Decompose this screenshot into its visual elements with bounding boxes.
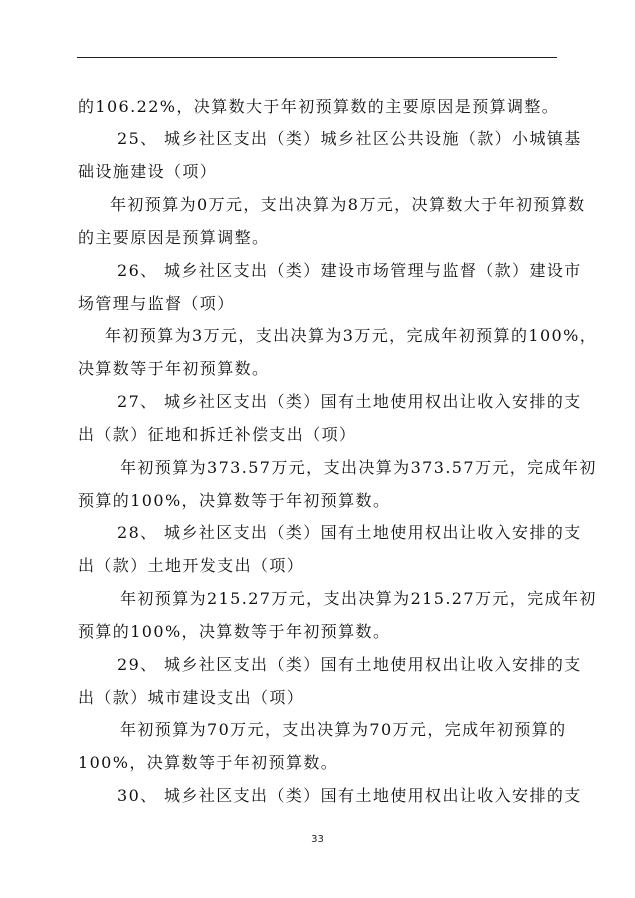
text-line: 出（款）土地开发支出（项） (78, 556, 305, 575)
text-line: 的106.22%，决算数大于年初预算数的主要原因是预算调整。 (78, 97, 560, 116)
text-line: 年初预算为70万元，支出决算为70万元，完成年初预算的 (120, 720, 567, 739)
text-line: 年初预算为0万元，支出决算为8万元，决算数大于年初预算数 (110, 195, 586, 214)
text-line: 预算的100%，决算数等于年初预算数。 (78, 491, 391, 510)
text-line: 28、 城乡社区支出（类）国有土地使用权出让收入安排的支 (117, 523, 582, 542)
text-line: 的主要原因是预算调整。 (78, 228, 270, 247)
text-line: 场管理与监督（项） (78, 294, 235, 313)
text-line: 决算数等于年初预算数。 (78, 359, 270, 378)
text-line: 年初预算为215.27万元，支出决算为215.27万元，完成年初 (120, 589, 597, 608)
header-rule (77, 57, 557, 58)
text-line: 30、 城乡社区支出（类）国有土地使用权出让收入安排的支 (117, 786, 582, 805)
text-line: 29、 城乡社区支出（类）国有土地使用权出让收入安排的支 (117, 655, 582, 674)
text-line: 年初预算为373.57万元，支出决算为373.57万元，完成年初 (120, 458, 597, 477)
text-line: 础设施建设（项） (78, 162, 218, 181)
text-line: 年初预算为3万元，支出决算为3万元，完成年初预算的100%， (105, 326, 598, 345)
text-line: 100%，决算数等于年初预算数。 (78, 753, 339, 772)
text-line: 出（款）征地和拆迁补偿支出（项） (78, 425, 357, 444)
text-line: 出（款）城市建设支出（项） (78, 688, 305, 707)
text-line: 27、 城乡社区支出（类）国有土地使用权出让收入安排的支 (117, 392, 582, 411)
page-number: 33 (311, 834, 324, 845)
text-line: 预算的100%，决算数等于年初预算数。 (78, 622, 391, 641)
text-line: 25、 城乡社区支出（类）城乡社区公共设施（款）小城镇基 (117, 129, 582, 148)
text-line: 26、 城乡社区支出（类）建设市场管理与监督（款）建设市 (117, 261, 582, 280)
